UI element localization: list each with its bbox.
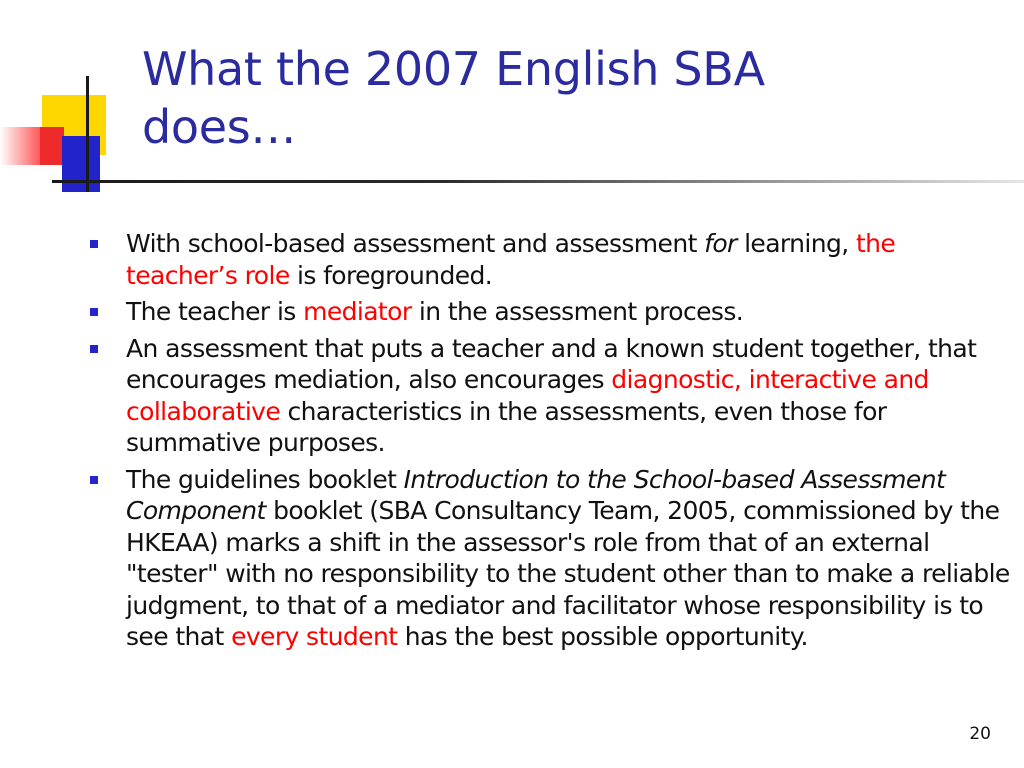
bullet-square-icon (90, 345, 98, 353)
bullet-square-icon (90, 476, 98, 484)
bullet-4-text-a: The guidelines booklet (126, 464, 404, 494)
bullet-2-emphasis: mediator (303, 297, 412, 326)
decorative-vertical-line (86, 76, 89, 192)
decorative-red-square (40, 127, 64, 165)
bullet-1-italic: for (704, 229, 737, 258)
bullet-item-2 (90, 296, 1010, 328)
slide-title-line1: What the 2007 English SBA (142, 42, 765, 96)
bullet-4-text-e: has the best possible opportunity. (397, 622, 808, 651)
slide-title (142, 40, 1002, 156)
bullet-4-italic: Introduction to the School-based Assessment Component (126, 464, 946, 525)
bullet-1-text-a: With school-based assessment and assessment (126, 229, 705, 258)
bullet-item-1 (90, 228, 1010, 291)
bullet-4-text-c: booklet (SBA Consultancy Team, 2005, commissioned by the HKEAA) marks a shift in the assessor's role from that of an external "tester" with no responsibility to the student other than to make a reliable judgment, to that of a mediator and facilitator whose responsibility is to see that (126, 496, 1010, 651)
bullet-3-text-c: characteristics in the assessments, even those for summative purposes. (126, 396, 887, 457)
slide-title-line2: does… (142, 100, 297, 154)
bullet-4-emphasis: every student (231, 622, 398, 651)
title-underline (52, 180, 1024, 183)
bullet-item-4 (90, 464, 1010, 653)
bullet-2-text-a: The teacher is (126, 297, 304, 326)
bullet-1-emphasis: the teacher’s role (126, 229, 896, 290)
decorative-blue-square (62, 136, 100, 192)
bullet-3-text-a: An assessment that puts a teacher and a known student together, that encourages mediation, also encourages (126, 333, 977, 394)
page-number: 20 (969, 724, 991, 744)
bullet-square-icon (90, 308, 98, 316)
bullet-3-emphasis: diagnostic, interactive and collaborative (126, 365, 929, 426)
bullet-item-3 (90, 333, 1010, 459)
bullet-1-text-e: is foregrounded. (289, 260, 493, 290)
bullet-2-text-c: in the assessment process. (411, 297, 744, 326)
bullet-1-text-c: learning, (736, 229, 856, 258)
bullet-square-icon (90, 240, 98, 248)
bullet-list (90, 228, 1010, 658)
